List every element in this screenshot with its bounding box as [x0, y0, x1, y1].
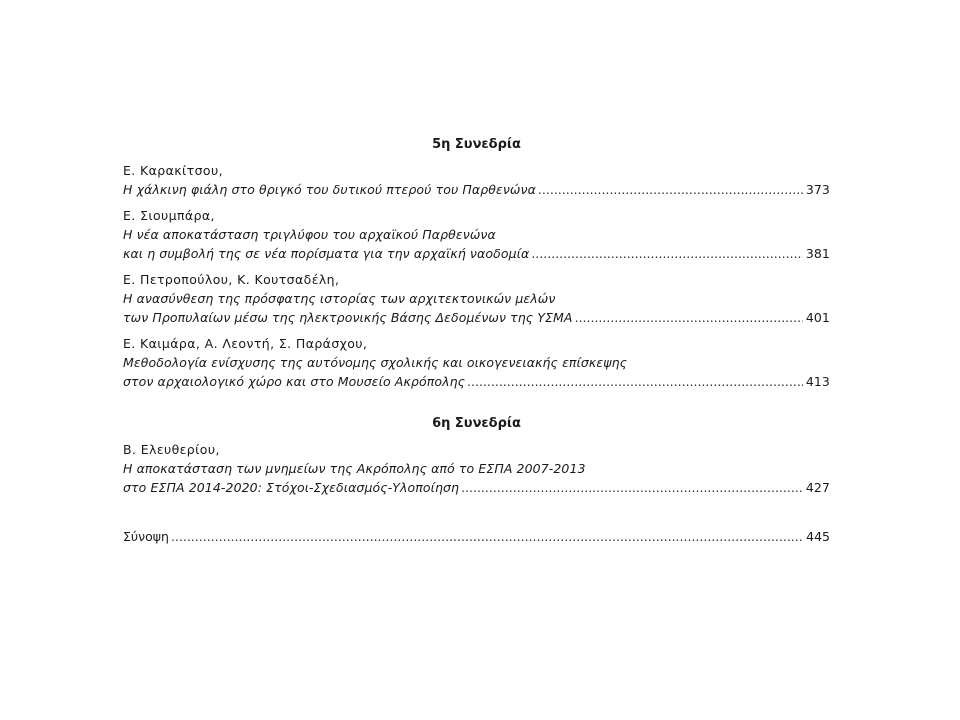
dot-leader — [531, 244, 803, 263]
entry-authors: Β. Ελευθερίου, — [123, 442, 220, 457]
summary-label: Σύνοψη — [123, 529, 169, 544]
entry-title-line: Μεθοδολογία ενίσχυσης της αυτόνομης σχολικής και οικογενειακής επίσκεψης — [123, 355, 628, 370]
entry-authors: Ε. Σιουμπάρα, — [123, 208, 215, 223]
entry-title: στον αρχαιολογικό χώρο και στο Μουσείο Ακρόπολης — [123, 374, 466, 389]
page-number: 413 — [805, 374, 830, 389]
entry-title-line: Η ανασύνθεση της πρόσφατης ιστορίας των αρχιτεκτονικών μελών — [123, 291, 556, 306]
summary-entry — [123, 527, 830, 546]
entry-title-line — [123, 308, 830, 327]
page-number: 381 — [805, 246, 830, 261]
entry-title-line — [123, 244, 830, 263]
entry-title: Η χάλκινη φιάλη στο θριγκό του δυτικού πτερού του Παρθενώνα — [123, 182, 536, 197]
entry-authors: Ε. Καιμάρα, Α. Λεοντή, Σ. Παράσχου, — [123, 336, 368, 351]
session-5-heading: 5η Συνεδρία — [432, 137, 521, 152]
entry-authors: Ε. Πετροπούλου, Κ. Κουτσαδέλη, — [123, 272, 340, 287]
dot-leader — [538, 180, 803, 199]
entry-title-line: Η αποκατάσταση των μνημείων της Ακρόπολης από το ΕΣΠΑ 2007-2013 — [123, 461, 586, 476]
entry-authors: Ε. Καρακίτσου, — [123, 163, 223, 178]
entry-title-line — [123, 478, 830, 497]
entry-title-line — [123, 372, 830, 391]
dot-leader — [461, 478, 803, 497]
entry-title: στο ΕΣΠΑ 2014-2020: Στόχοι-Σχεδιασμός-Υλοποίηση — [123, 480, 460, 495]
session-6-heading: 6η Συνεδρία — [432, 416, 521, 431]
page-number: 401 — [805, 310, 830, 325]
page-number: 427 — [805, 480, 830, 495]
entry-title: των Προπυλαίων μέσω της ηλεκτρονικής Βάσης Δεδομένων της ΥΣΜΑ — [123, 310, 573, 325]
entry-title: και η συμβολή της σε νέα πορίσματα για την αρχαϊκή ναοδομία — [123, 246, 530, 261]
page-number: 445 — [806, 529, 830, 544]
dot-leader — [575, 308, 803, 327]
dot-leader — [171, 527, 803, 546]
entry-title-line — [123, 180, 830, 199]
page-number: 373 — [805, 182, 830, 197]
entry-title-line: Η νέα αποκατάσταση τριγλύφου του αρχαϊκού Παρθενώνα — [123, 227, 496, 242]
dot-leader — [467, 372, 803, 391]
